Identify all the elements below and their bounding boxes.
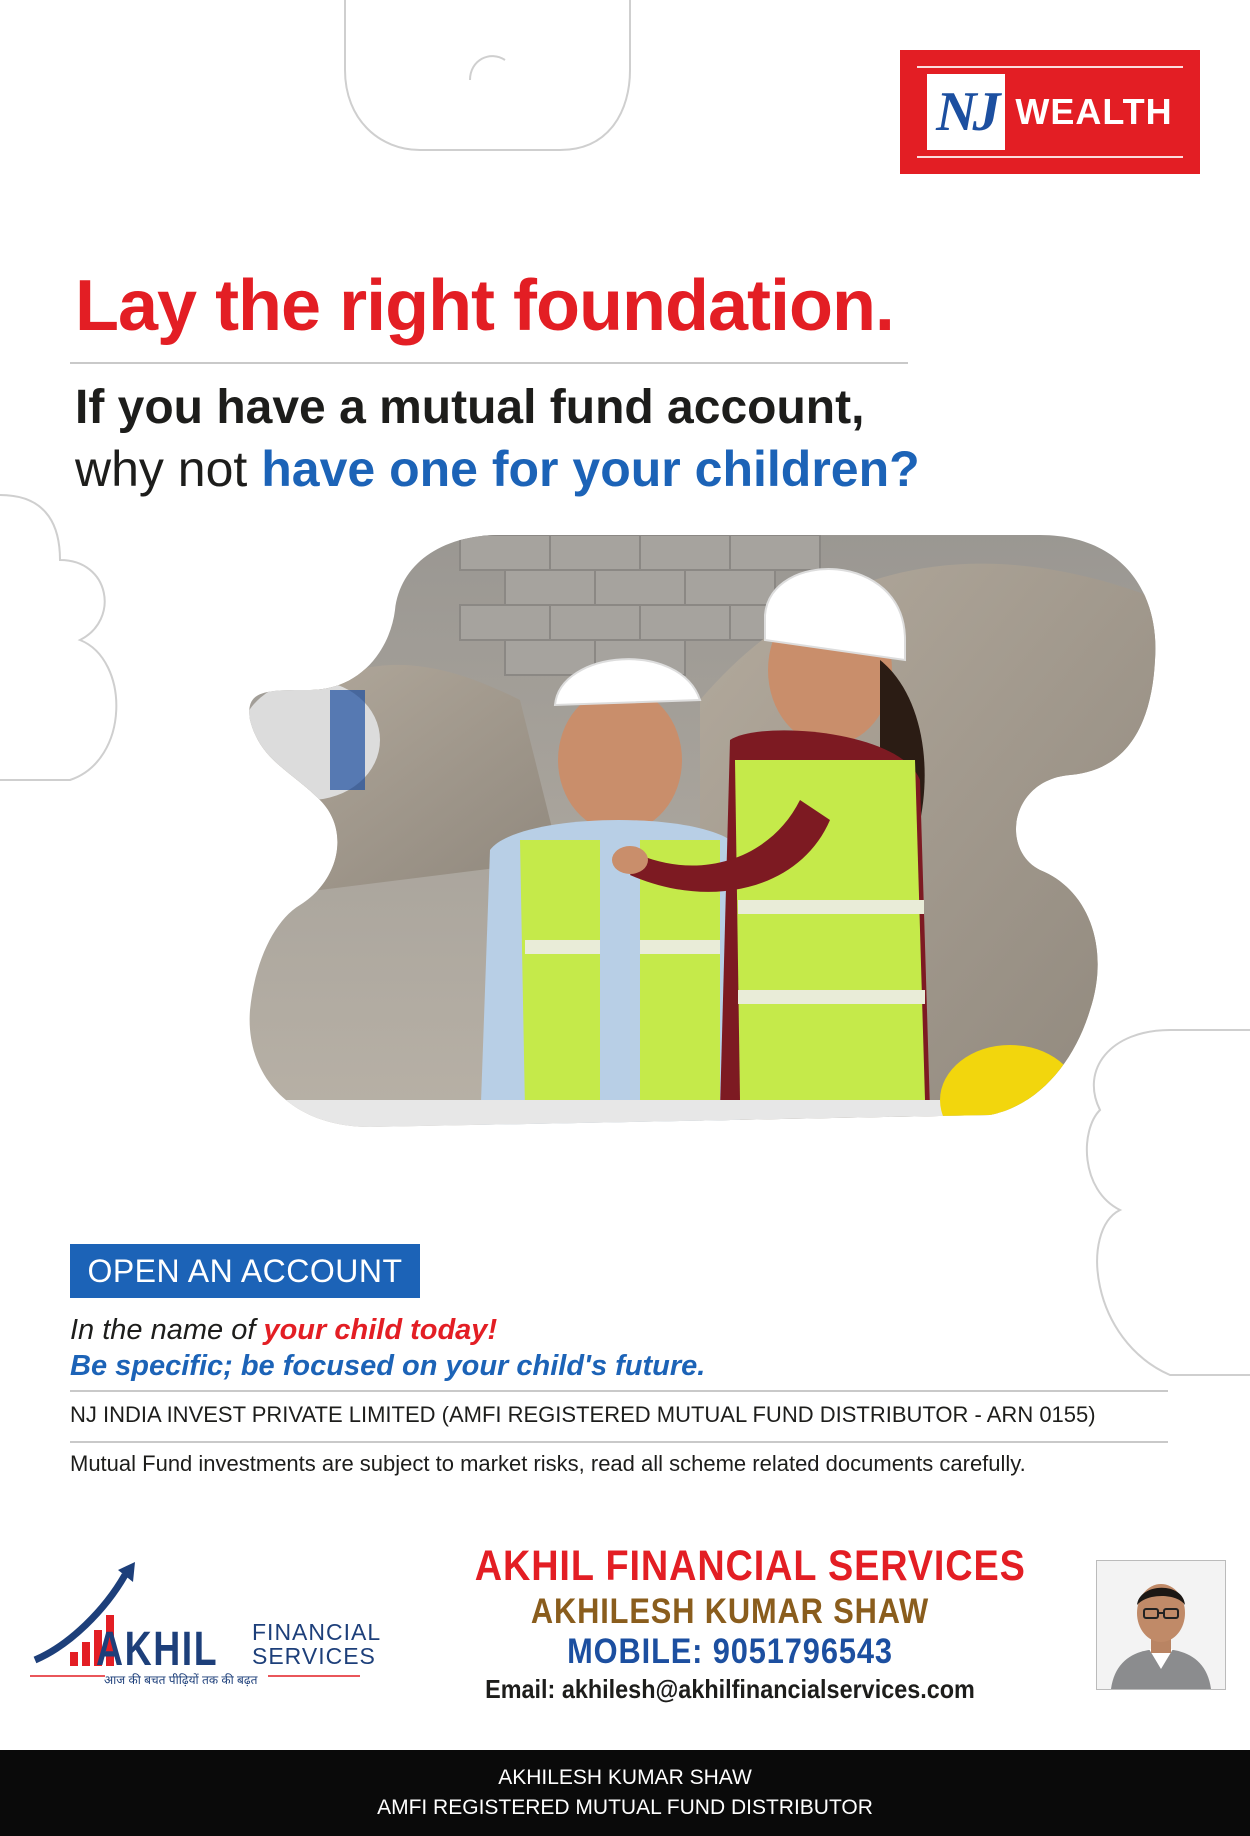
footer-designation: AMFI REGISTERED MUTUAL FUND DISTRIBUTOR xyxy=(377,1796,873,1819)
headline: Lay the right foundation. xyxy=(75,266,894,346)
market-risk-disclaimer: Mutual Fund investments are subject to market risks, read all scheme related documents carefully. xyxy=(70,1451,1026,1476)
legal-divider-top xyxy=(70,1390,1168,1392)
akhil-logo-tagline: आज की बचत पीढ़ियों तक की बढ़त xyxy=(104,1673,258,1687)
akhil-logo-subtitle xyxy=(252,1620,381,1668)
subheading-line2-plain: why not xyxy=(75,441,262,497)
company-legal-text: NJ INDIA INVEST PRIVATE LIMITED (AMFI REGISTERED MUTUAL FUND DISTRIBUTOR - ARN 0155) xyxy=(70,1402,1096,1427)
email-address[interactable]: Email: akhilesh@akhilfinancialservices.com xyxy=(485,1674,975,1704)
cta-tagline-2: Be specific; be focused on your child's future. xyxy=(70,1350,706,1382)
distributor-name: AKHILESH KUMAR SHAW xyxy=(530,1592,930,1631)
cta-tagline-1-plain: In the name of xyxy=(70,1314,264,1346)
akhil-logo-line1: FINANCIAL xyxy=(252,1619,382,1645)
cta-tagline-1-highlight: your child today! xyxy=(263,1314,498,1346)
mobile-number[interactable]: MOBILE: 9051796543 xyxy=(567,1632,893,1671)
akhil-logo-wordmark: AKHIL xyxy=(96,1623,219,1676)
firm-name: AKHIL FINANCIAL SERVICES xyxy=(474,1542,1026,1590)
nj-mark-text: NJ xyxy=(936,81,997,143)
legal-divider-bottom xyxy=(70,1441,1168,1443)
open-account-button[interactable]: OPEN AN ACCOUNT xyxy=(70,1244,420,1298)
logo-wordmark: WEALTH xyxy=(1015,91,1173,132)
footer-bar xyxy=(0,1750,1250,1836)
person-portrait-icon xyxy=(1097,1561,1225,1689)
avatar xyxy=(1096,1560,1226,1690)
cta-tagline-1 xyxy=(70,1314,497,1347)
akhil-logo-line2: SERVICES xyxy=(252,1643,376,1670)
footer-name: AKHILESH KUMAR SHAW xyxy=(498,1766,752,1789)
subheading-line2-highlight: have one for your children? xyxy=(261,441,920,497)
subheading-line1: If you have a mutual fund account, xyxy=(75,381,865,434)
